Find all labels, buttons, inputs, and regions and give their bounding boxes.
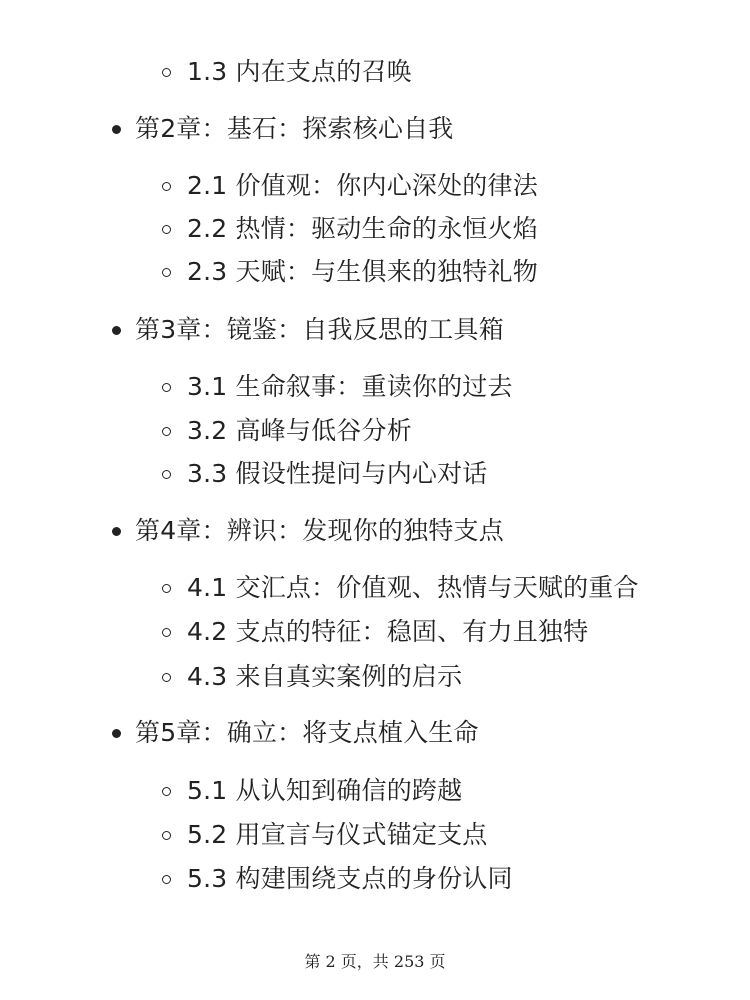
toc-section-item (162, 370, 513, 404)
toc-item-text: 5.3 构建围绕支点的身份认同 (187, 864, 513, 893)
toc-section-item (162, 212, 538, 246)
toc-chapter-item (112, 313, 504, 347)
toc-section-item (162, 255, 538, 289)
toc-item-text: 第5章：确立：将支点植入生命 (135, 718, 479, 747)
toc-section-item (162, 818, 488, 852)
filled-bullet-icon (112, 527, 121, 536)
hollow-bullet-icon (162, 182, 171, 191)
toc-item-text: 4.1 交汇点：价值观、热情与天赋的重合 (187, 573, 639, 602)
filled-bullet-icon (112, 729, 121, 738)
page-number-footer: 第 2 页，共 253 页 (304, 952, 446, 971)
toc-item-text: 3.3 假设性提问与内心对话 (187, 459, 488, 488)
toc-item-text: 第2章：基石：探索核心自我 (135, 114, 454, 143)
filled-bullet-icon (112, 125, 121, 134)
toc-section-item (162, 862, 513, 896)
hollow-bullet-icon (162, 383, 171, 392)
toc-section-item (162, 457, 488, 491)
toc-chapter-item (112, 112, 454, 146)
toc-item-text: 4.3 来自真实案例的启示 (187, 662, 463, 691)
hollow-bullet-icon (162, 470, 171, 479)
toc-item-text: 2.3 天赋：与生俱来的独特礼物 (187, 257, 538, 286)
toc-item-text: 5.1 从认知到确信的跨越 (187, 776, 463, 805)
hollow-bullet-icon (162, 427, 171, 436)
toc-section-item (162, 660, 462, 694)
filled-bullet-icon (112, 326, 121, 335)
toc-item-text: 4.2 支点的特征：稳固、有力且独特 (187, 617, 589, 646)
hollow-bullet-icon (162, 787, 171, 796)
toc-item-text: 5.2 用宣言与仪式锚定支点 (187, 820, 488, 849)
toc-item-text: 第4章：辨识：发现你的独特支点 (135, 516, 504, 545)
toc-section-item (162, 615, 588, 649)
hollow-bullet-icon (162, 875, 171, 884)
hollow-bullet-icon (162, 268, 171, 277)
hollow-bullet-icon (162, 225, 171, 234)
hollow-bullet-icon (162, 831, 171, 840)
toc-item-text: 3.1 生命叙事：重读你的过去 (187, 372, 513, 401)
toc-item-text: 1.3 内在支点的召唤 (187, 57, 412, 86)
hollow-bullet-icon (162, 628, 171, 637)
toc-item-text: 2.2 热情：驱动生命的永恒火焰 (187, 214, 538, 243)
hollow-bullet-icon (162, 584, 171, 593)
hollow-bullet-icon (162, 68, 171, 77)
toc-item-text: 3.2 高峰与低谷分析 (187, 416, 412, 445)
toc-section-item (162, 169, 538, 203)
toc-item-text: 第3章：镜鉴：自我反思的工具箱 (135, 315, 504, 344)
toc-chapter-item (112, 716, 479, 750)
toc-section-item (162, 774, 462, 808)
toc-chapter-item (112, 514, 504, 548)
toc-section-item (162, 571, 639, 605)
toc-section-item (162, 414, 412, 448)
hollow-bullet-icon (162, 673, 171, 682)
toc-item-text: 2.1 价值观：你内心深处的律法 (187, 171, 538, 200)
toc-section-item (162, 55, 412, 89)
